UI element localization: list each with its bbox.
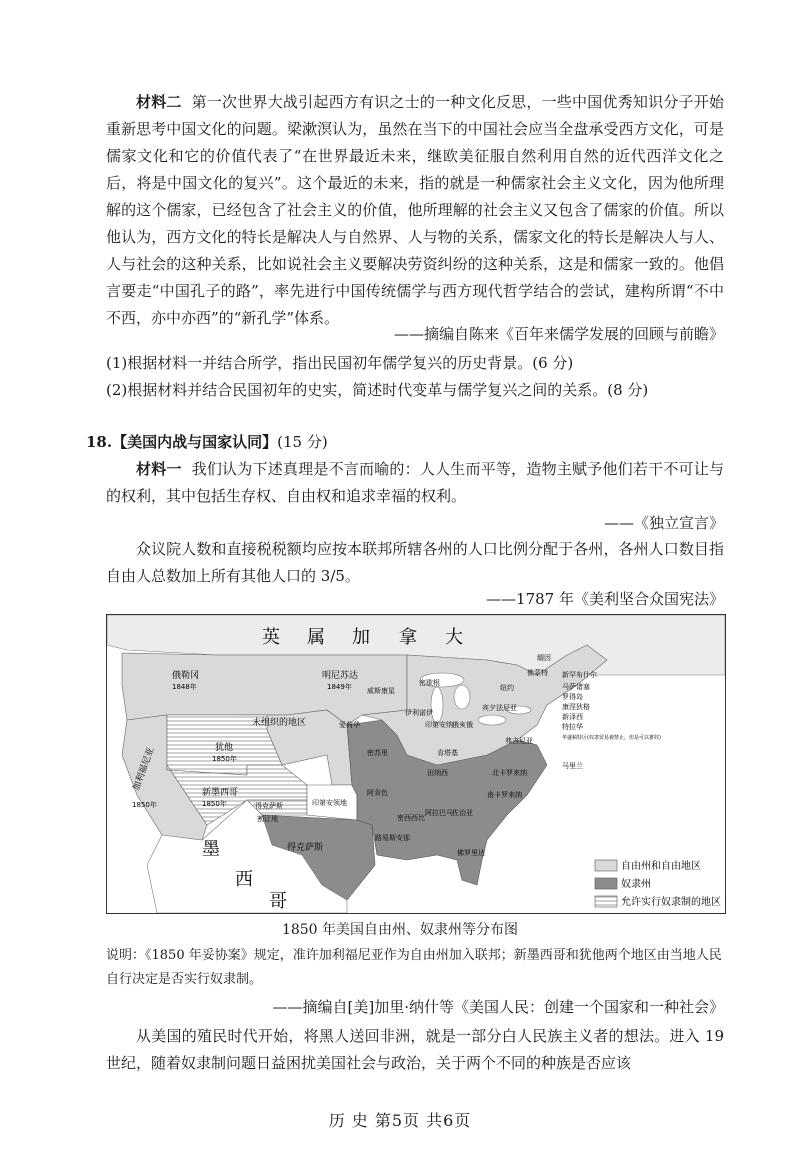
legend-allowed-label: 允许实行奴隶制的地区	[621, 897, 721, 908]
label-southcarolina: 南卡罗来纳	[487, 791, 522, 799]
label-indian-territory: 印第安领地	[312, 799, 347, 807]
label-maine: 缅因	[537, 654, 551, 662]
svg-text:拿: 拿	[399, 627, 417, 648]
label-tennessee: 田纳西	[427, 769, 448, 777]
label-missouri: 密苏里	[367, 749, 388, 757]
label-maryland: 马里兰	[562, 762, 583, 770]
label-delaware: 特拉华	[562, 723, 583, 731]
label-minnesota-year: 1849年	[327, 683, 352, 691]
label-newyork: 纽约	[500, 684, 514, 692]
label-michigan: 密歇根	[419, 679, 440, 687]
label-arkansas: 阿肯色	[367, 789, 388, 797]
label-ohio: 俄亥俄	[452, 721, 473, 729]
label-texas: 得克萨斯	[287, 843, 324, 853]
label-minnesota: 明尼苏达	[322, 671, 359, 681]
label-utah-year: 1850年	[212, 755, 237, 763]
label-newjersey: 新泽西	[562, 713, 583, 721]
northwest-free-territory	[122, 653, 407, 725]
label-unorganized: 未组织的地区	[252, 718, 307, 728]
label-georgia: 佐治亚	[452, 809, 473, 817]
svg-text:加: 加	[352, 627, 370, 648]
question-17-1: (1)根据材料一并结合所学，指出民国初年儒学复兴的历史背景。(6 分)	[106, 354, 574, 372]
map-note: 说明：《1850 年妥协案》规定，准许加利福尼亚作为自由州加入联邦；新墨西哥和犹他两个地区由当地人民自行决定是否实行奴隶制。	[106, 948, 722, 987]
label-kentucky: 肯塔基	[437, 749, 458, 757]
q18-material2-text: 从美国的殖民时代开始，将黑人送回非洲，就是一部分白人民族主义者的想法。进入 19 世纪，随着奴隶制问题日益困扰美国社会与政治，关于两个不同的种族是否应该	[106, 1027, 724, 1072]
question-17-2: (2)根据材料并结合民国初年的史实，简述时代变革与儒学复兴之间的关系。(8 分)	[106, 381, 649, 399]
label-texas-cession-2: 割让地	[257, 815, 278, 823]
svg-text:属: 属	[307, 627, 325, 648]
label-california: 加利福尼亚	[131, 746, 157, 793]
label-texas-cession: 得克萨斯	[255, 802, 283, 810]
svg-text:哥: 哥	[269, 891, 287, 912]
svg-text:西: 西	[235, 869, 253, 890]
q18-source1: ——《独立宣言》	[603, 514, 724, 532]
material2-text: 第一次世界大战引起西方有识之士的一种文化反思，一些中国优秀知识分子开始重新思考中国文化的问题。梁漱溟认为，虽然在当下的中国社会应当全盘承受西方文化，可是儒家文化和它的价值代表了“在世界最近未来，继欧美征服自然利用自然的近代西洋文化之后，将是中国文化的复兴”。这个最近的未来，指的就是一种儒家社会主义文化，因为他所理解的这个儒家，已经包含了社会主义的价值，他所理解的社会主义又包含了儒家的价值。所以他认为，西方文化的特长是解决人与自然界、人与物的关系，儒家文化的特长是解决人与人、人与社会的这种关系，比如说社会主义要解决劳资纠纷的这种关系，这是和儒家一致的。他倡言要走“中国孔子的路”，率先进行中国传统儒学与西方现代哲学结合的尝试，建构所谓“不中不西，亦中亦西”的“新孔学”体系。	[106, 93, 724, 327]
q18-material1-label: 材料一	[136, 460, 182, 478]
label-florida: 佛罗里达	[457, 849, 485, 857]
svg-text:墨: 墨	[202, 839, 220, 860]
material2-label: 材料二	[136, 93, 182, 111]
label-california-year: 1850年	[132, 801, 157, 809]
page-footer: 历 史 第5页 共6页	[328, 1111, 472, 1130]
label-newmexico: 新墨西哥	[202, 788, 239, 798]
legend-allowed-swatch	[595, 896, 617, 907]
label-indiana: 印第安纳	[425, 721, 453, 729]
label-utah: 犹他	[215, 743, 234, 753]
label-alabama: 阿拉巴马	[425, 809, 453, 817]
label-northcarolina: 北卡罗来纳	[492, 769, 527, 777]
legend-slave-swatch	[595, 878, 617, 889]
label-vermont: 佛蒙特	[527, 669, 548, 677]
q18-material1	[106, 456, 724, 510]
label-louisiana: 路易斯安那	[375, 834, 410, 842]
legend-free-label: 自由州和自由地区	[621, 861, 701, 872]
map-caption: 1850 年美国自由州、奴隶州等分布图	[281, 922, 519, 938]
label-wisconsin: 威斯康星	[367, 687, 395, 695]
legend-slave-label: 奴隶州	[621, 879, 651, 890]
label-dc-note: 华盛顿特区(奴隶贸易被禁止，但是可以蓄奴)	[562, 735, 661, 741]
legend-free-swatch	[595, 860, 617, 871]
label-newmexico-year: 1850年	[202, 800, 227, 808]
material2-paragraph	[106, 89, 724, 332]
label-pennsylvania: 宾夕法尼亚	[482, 704, 517, 712]
material2-source: ——摘编自陈来《百年来儒学发展的回顾与前瞻》	[393, 325, 724, 343]
note-source: ——摘编自[美]加里·纳什等《美国人民：创建一个国家和一种社会》	[272, 998, 724, 1016]
q18-title-text: 18.【美国内战与国家认同】	[86, 433, 278, 451]
label-massachusetts: 马萨诸塞	[562, 683, 590, 691]
label-virginia: 弗吉尼亚	[505, 737, 533, 745]
label-mississippi: 密西西比	[397, 814, 425, 822]
label-oregon: 俄勒冈	[172, 671, 200, 681]
q18-material1-text: 我们认为下述真理是不言而喻的：人人生而平等，造物主赋予他们若干不可让与的权利，其中包括生存权、自由权和追求幸福的权利。	[106, 460, 724, 505]
label-oregon-year: 1848年	[172, 683, 197, 691]
label-rhodeisland: 罗得岛	[562, 693, 583, 701]
label-iowa: 爱荷华	[339, 721, 360, 729]
svg-text:英: 英	[262, 627, 280, 648]
label-newhampshire: 新罕布什尔	[562, 671, 597, 679]
label-connecticut: 康涅狄格	[562, 703, 590, 711]
q18-score: (15 分)	[277, 433, 328, 451]
label-illinois: 伊利诺伊	[405, 709, 433, 717]
q18-source2: ——1787 年《美利坚合众国宪法》	[486, 590, 724, 608]
map-svg	[107, 615, 725, 913]
question-18-title	[86, 431, 328, 452]
svg-text:大: 大	[445, 627, 463, 648]
us-1850-map	[106, 614, 726, 914]
q18-constitution-text: 众议院人数和直接税税额均应按本联邦所辖各州的人口比例分配于各州，各州人口数目指自由人总数加上所有其他人口的 3/5。	[106, 540, 724, 585]
